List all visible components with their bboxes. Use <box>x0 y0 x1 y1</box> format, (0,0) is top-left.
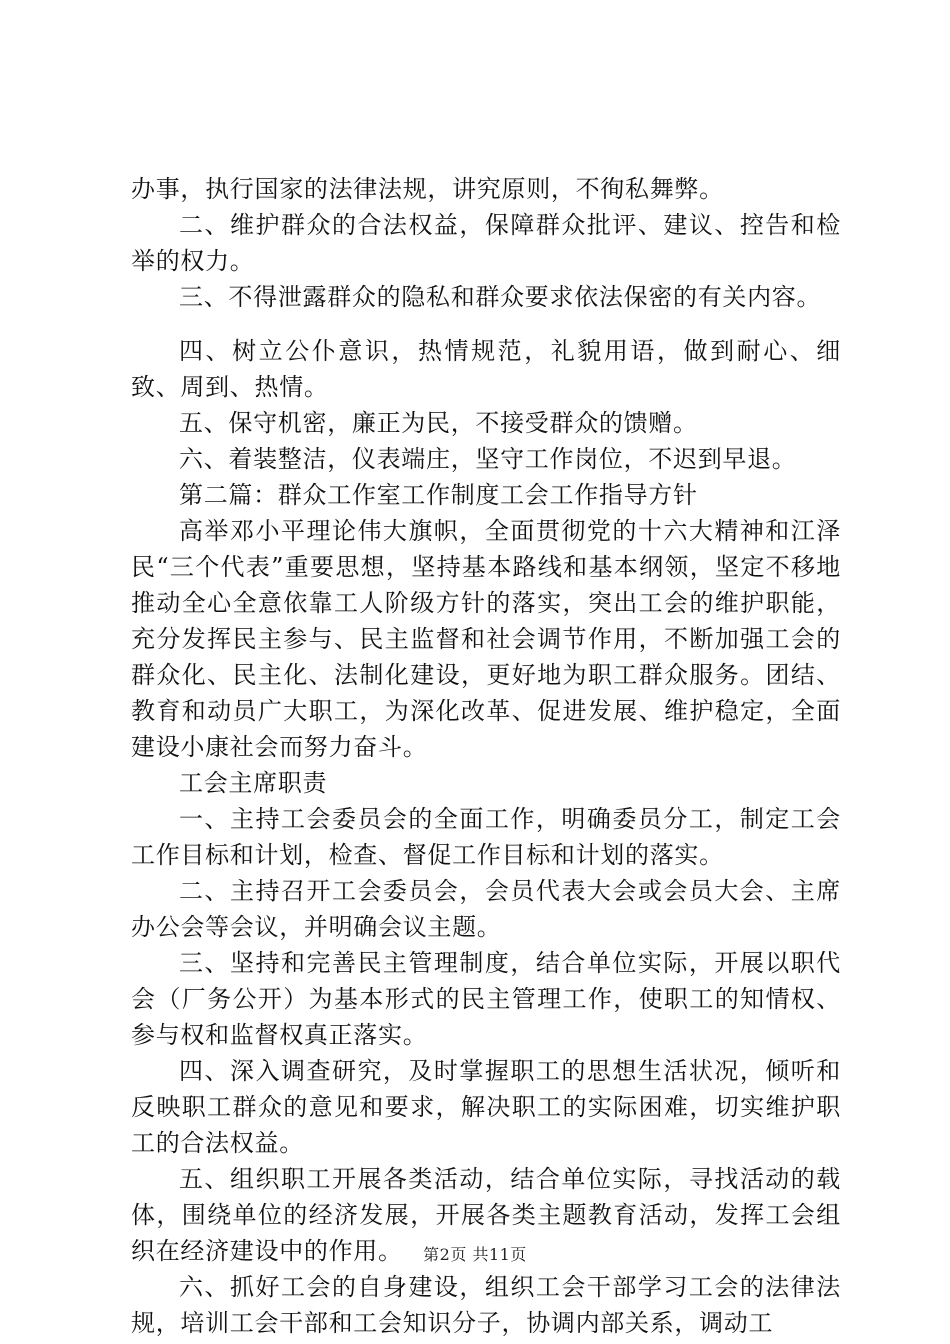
duty-item-3: 三、坚持和完善民主管理制度，结合单位实际，开展以职代会（厂务公开）为基本形式的民主管理工作，使职工的知情权、参与权和监督权真正落实。 <box>131 949 841 1049</box>
guideline-paragraph: 高举邓小平理论伟大旗帜，全面贯彻党的十六大精神和江泽民“三个代表”重要思想，坚持基本路线和基本纲领，坚定不移地推动全心全意依靠工人阶级方针的落实，突出工会的维护职能，充分发挥民主参与、民主监督和社会调节作用，不断加强工会的群众化、民主化、法制化建设，更好地为职工群众服务。团结、教育和动员广大职工，为深化改革、促进发展、维护稳定，全面建设小康社会而努力奋斗。 <box>131 517 841 761</box>
paragraph-item-2: 二、维护群众的合法权益，保障群众批评、建议、控告和检举的权力。 <box>131 211 841 275</box>
paragraph-continuation: 办事，执行国家的法律法规，讲究原则，不徇私舞弊。 <box>131 175 724 203</box>
duty-item-5: 五、组织职工开展各类活动，结合单位实际，寻找活动的载体，围绕单位的经济发展，开展各类主题教育活动，发挥工会组织在经济建设中的作用。 <box>131 1165 841 1265</box>
paragraph-item-4: 四、树立公仆意识，热情规范，礼貌用语，做到耐心、细致、周到、热情。 <box>131 337 841 401</box>
paragraph-item-6: 六、着装整洁，仪表端庄，坚守工作岗位，不迟到早退。 <box>179 445 797 473</box>
paragraph-gap <box>131 315 841 333</box>
duty-item-1: 一、主持工会委员会的全面工作，明确委员分工，制定工会工作目标和计划，检查、督促工作目标和计划的落实。 <box>131 805 841 869</box>
duty-item-6: 六、抓好工会的自身建设，组织工会干部学习工会的法律法规，培训工会干部和工会知识分子，协调内部关系，调动工 <box>131 1273 841 1337</box>
page-number-footer: 第2页 共11页 <box>423 1245 527 1264</box>
duty-item-2: 二、主持召开工会委员会，会员代表大会或会员大会、主席办公会等会议，并明确会议主题。 <box>131 877 841 941</box>
subsection-heading: 工会主席职责 <box>179 769 328 797</box>
paragraph-item-5: 五、保守机密，廉正为民，不接受群众的馈赠。 <box>179 409 698 437</box>
duty-item-4: 四、深入调查研究，及时掌握职工的思想生活状况，倾听和反映职工群众的意见和要求，解决职工的实际困难，切实维护职工的合法权益。 <box>131 1057 841 1157</box>
section-heading: 第二篇：群众工作室工作制度工会工作指导方针 <box>179 481 698 509</box>
document-body <box>131 171 841 1341</box>
paragraph-item-3: 三、不得泄露群众的隐私和群众要求依法保密的有关内容。 <box>179 283 822 311</box>
